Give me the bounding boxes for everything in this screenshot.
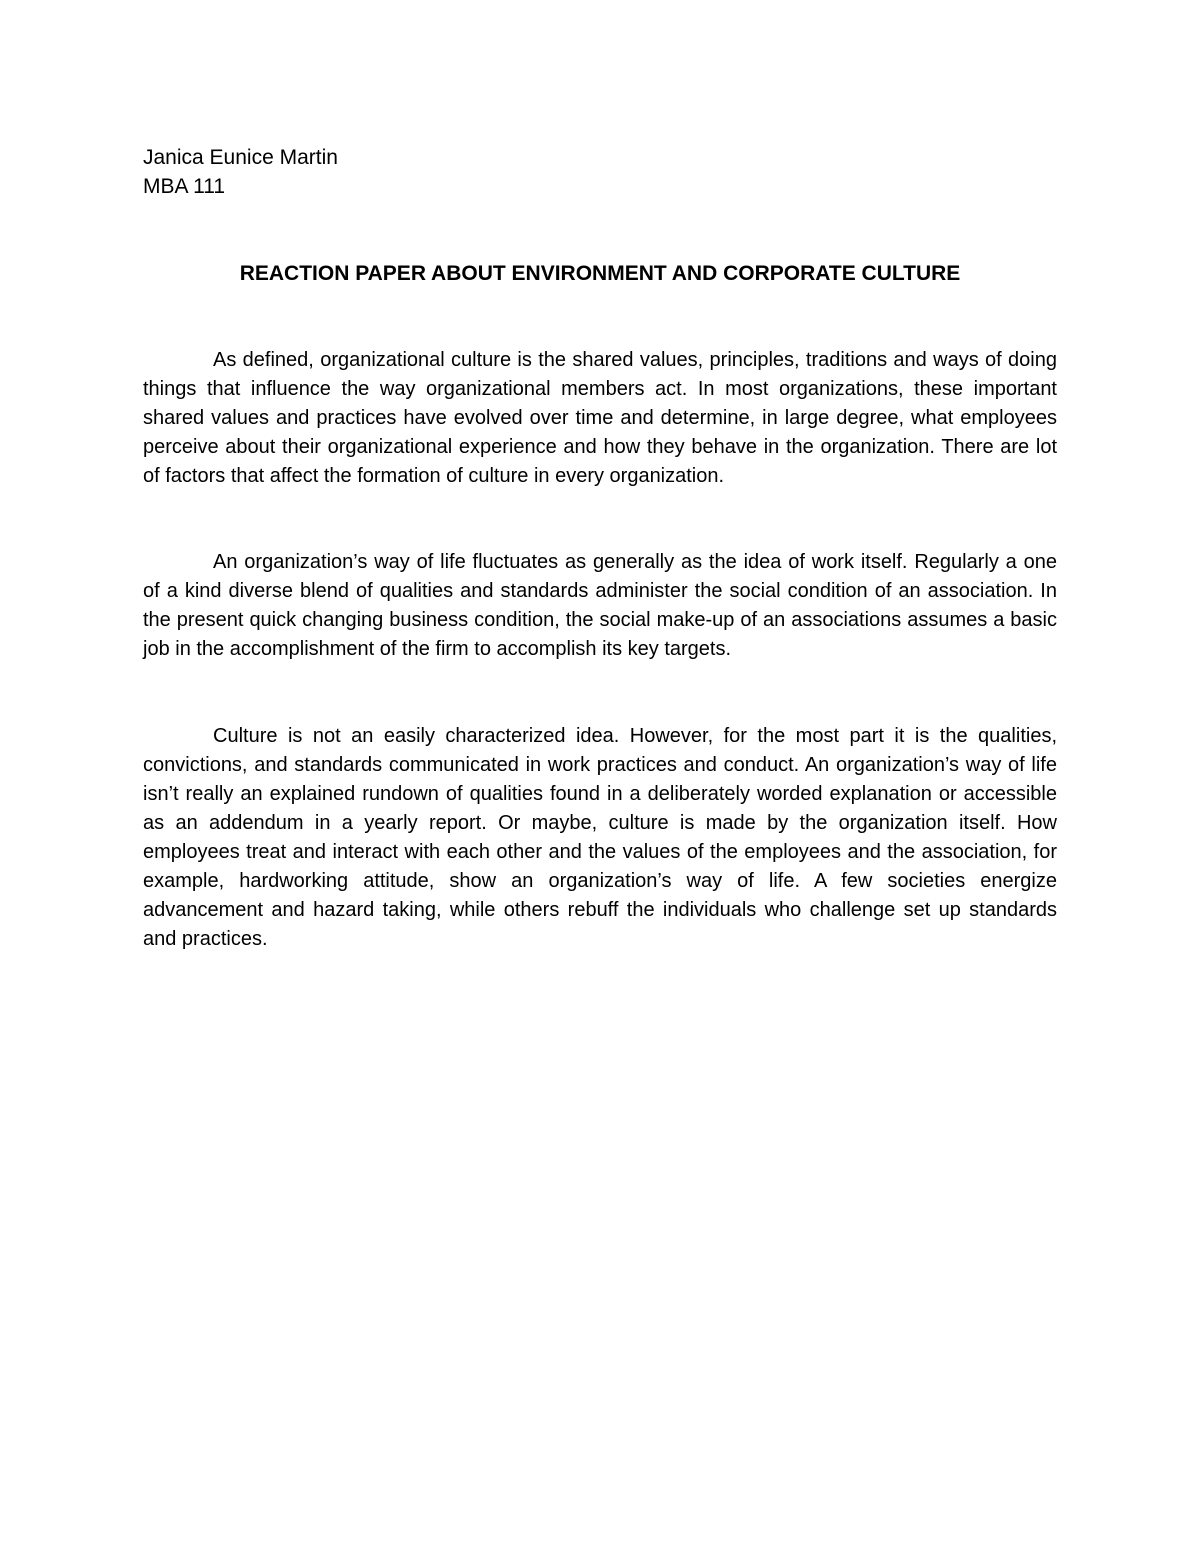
document-header xyxy=(143,143,338,201)
document-title: REACTION PAPER ABOUT ENVIRONMENT AND CORPORATE CULTURE xyxy=(239,262,961,285)
body-paragraph: Culture is not an easily characterized idea. However, for the most part it is the qualities, convictions, and standards communicated in work practices and conduct. An organization’s way of life isn’t really an explained rundown of qualities found in a deliberately worded explanation or accessible as an addendum in a yearly report. Or maybe, culture is made by the organization itself. How employees treat and interact with each other and the values of the employees and the association, for example, hardworking attitude, show an organization’s way of life. A few societies energize advancement and hazard taking, while others rebuff the individuals who challenge set up standards and practices. xyxy=(143,725,1057,950)
body-paragraph: As defined, organizational culture is the shared values, principles, traditions and ways of doing things that influence the way organizational members act. In most organizations, these important shared values and practices have evolved over time and determine, in large degree, what employees perceive about their organizational experience and how they behave in the organization. There are lot of factors that affect the formation of culture in every organization. xyxy=(143,349,1057,487)
body-paragraph: An organization’s way of life fluctuates as generally as the idea of work itself. Regularly a one of a kind diverse blend of qualities and standards administer the social condition of an association. In the present quick changing business condition, the social make-up of an associations assumes a basic job in the accomplishment of the firm to accomplish its key targets. xyxy=(143,551,1057,660)
author-name: Janica Eunice Martin xyxy=(143,146,338,169)
course-code: MBA 111 xyxy=(143,175,226,198)
